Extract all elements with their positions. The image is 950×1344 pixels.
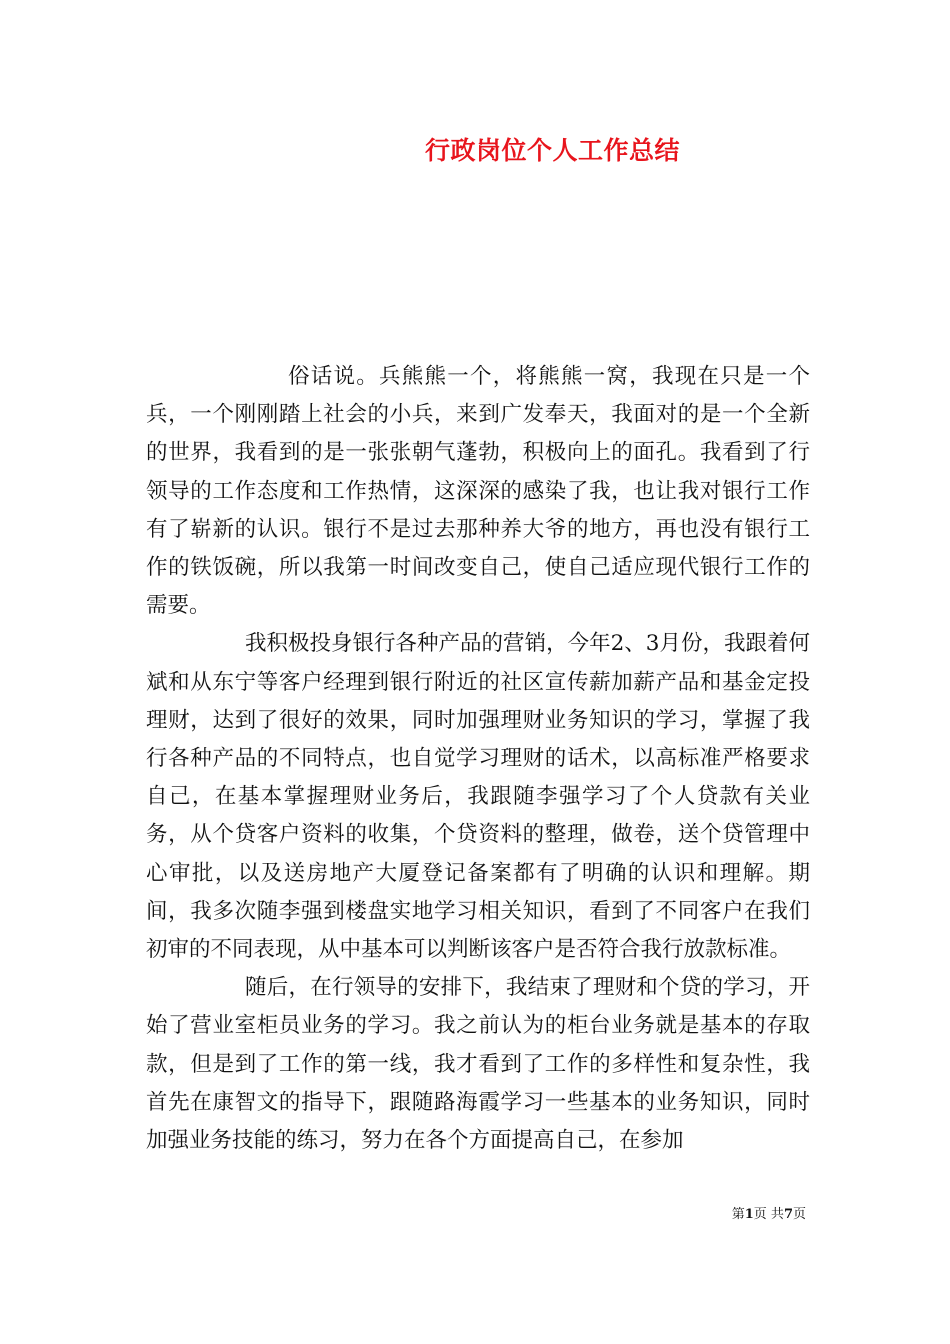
footer-prefix: 第 [731, 1207, 745, 1222]
footer-current-page: 1 [744, 1207, 754, 1222]
document-title: 行政岗位个人工作总结 [424, 136, 680, 165]
footer-total-pages: 7 [783, 1207, 793, 1222]
page-footer [0, 1206, 806, 1224]
footer-suffix: 页 [792, 1207, 806, 1222]
paragraph-1: 俗话说。兵熊熊一个，将熊熊一窝，我现在只是一个兵，一个刚刚踏上社会的小兵，来到广发奉天，我面对的是一个全新的世界，我看到的是一张张朝气蓬勃，积极向上的面孔。我看到了行领导的工作态度和工作热情，这深深的感染了我，也让我对银行工作有了崭新的认识。银行不是过去那种养大爷的地方，再也没有银行工作的铁饭碗，所以我第一时间改变自己，使自己适应现代银行工作的需要。 [146, 364, 810, 619]
paragraph-2: 我积极投身银行各种产品的营销，今年2、3月份，我跟着何斌和从东宁等客户经理到银行附近的社区宣传薪加薪产品和基金定投理财，达到了很好的效果，同时加强理财业务知识的学习，掌握了我行各种产品的不同特点，也自觉学习理财的话术，以高标准严格要求自己，在基本掌握理财业务后，我跟随李强学习了个人贷款有关业务，从个贷客户资料的收集，个贷资料的整理，做卷，送个贷管理中心审批，以及送房地产大厦登记备案都有了明确的认识和理解。期间，我多次随李强到楼盘实地学习相关知识，看到了不同客户在我们初审的不同表现，从中基本可以判断该客户是否符合我行放款标准。 [146, 631, 810, 963]
footer-middle: 页 共 [753, 1207, 784, 1222]
paragraph-3: 随后，在行领导的安排下，我结束了理财和个贷的学习，开始了营业室柜员业务的学习。我之前认为的柜台业务就是基本的存取款，但是到了工作的第一线，我才看到了工作的多样性和复杂性，我首先在康智文的指导下，跟随路海霞学习一些基本的业务知识，同时加强业务技能的练习，努力在各个方面提高自己，在参加 [146, 975, 810, 1154]
document-body [146, 358, 810, 1160]
